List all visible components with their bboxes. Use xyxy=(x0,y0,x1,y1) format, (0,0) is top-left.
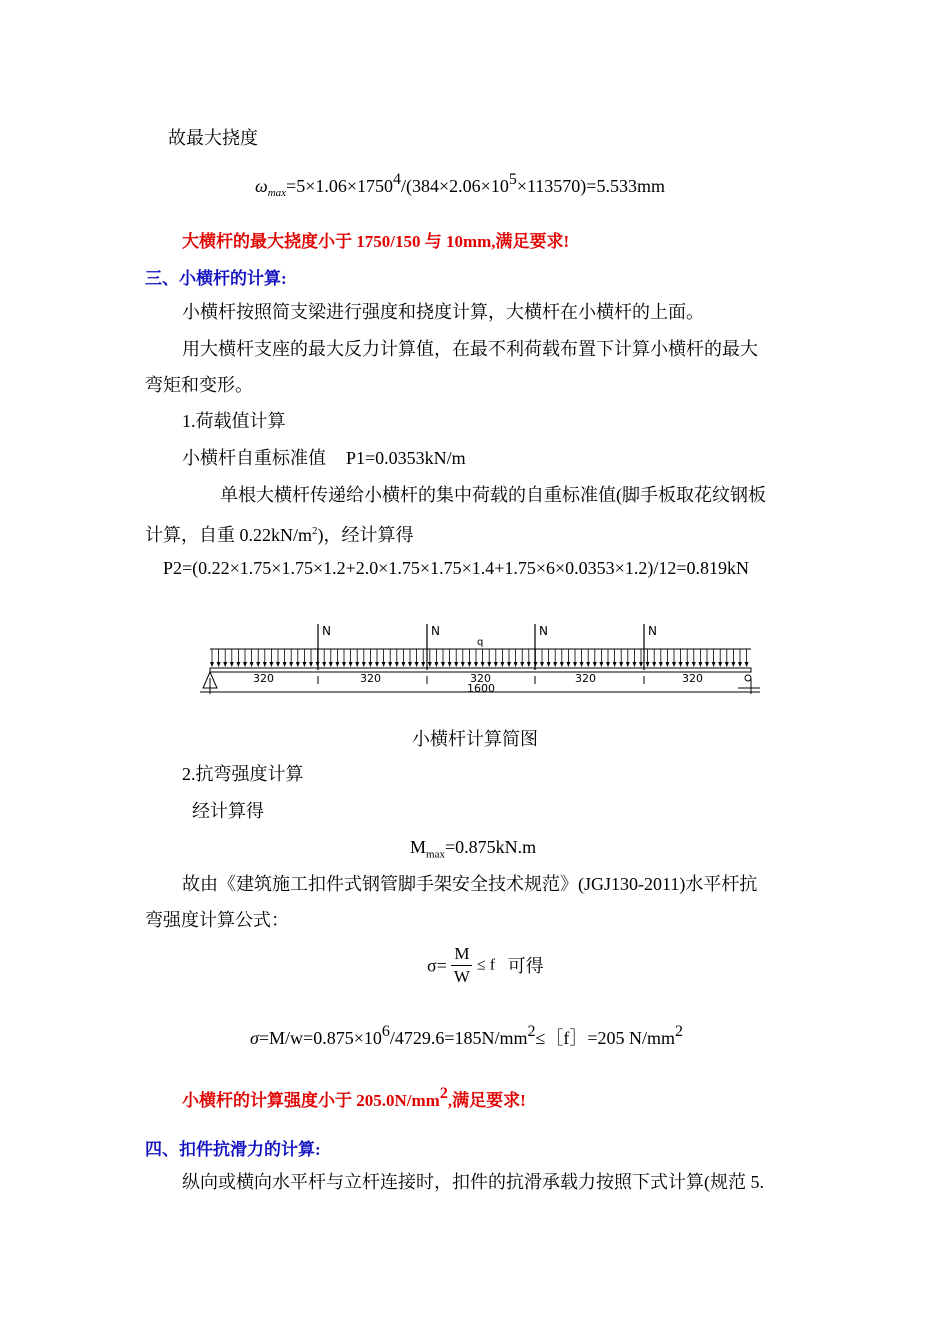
conclusion-small-bar-b: ,满足要求! xyxy=(447,1091,526,1110)
load-arrow-head xyxy=(679,662,683,667)
sigma-formula xyxy=(427,943,544,988)
load-arrow-head xyxy=(302,662,306,667)
stress-exp: 6 xyxy=(381,1023,390,1040)
deflection-intro: 故最大挠度 xyxy=(168,128,258,148)
span-label-2: 320 xyxy=(360,672,381,685)
mmax-value: =0.875kN.m xyxy=(444,837,537,857)
distributed-load-arrows xyxy=(210,649,749,667)
load-arrow-head xyxy=(593,662,597,667)
load-arrow-head xyxy=(368,662,372,667)
load-arrow-head xyxy=(355,662,359,667)
load-arrow-head xyxy=(461,662,465,667)
para2-line2: 弯矩和变形。 xyxy=(145,375,253,395)
span-label-4: 320 xyxy=(575,672,596,685)
load-arrow-head xyxy=(619,662,623,667)
fraction-numerator: M xyxy=(451,943,472,966)
load-arrow-head xyxy=(606,662,610,667)
para4-line2: 弯强度计算公式： xyxy=(145,910,289,930)
load-arrow-head xyxy=(223,662,227,667)
span-label-5: 320 xyxy=(682,672,703,685)
beam-diagram xyxy=(195,618,765,700)
distributed-load-label: q xyxy=(477,637,484,648)
load-arrow-head xyxy=(500,662,504,667)
load-arrow-head xyxy=(375,662,379,667)
load-arrow-head xyxy=(408,662,412,667)
load-arrow-head xyxy=(665,662,669,667)
point-load-label-3: N xyxy=(539,624,548,638)
point-load-label-4: N xyxy=(648,624,657,638)
load-arrow-head xyxy=(725,662,729,667)
load-arrow-head xyxy=(626,662,630,667)
obtainable-text: 可得 xyxy=(507,955,544,976)
load-arrow-head xyxy=(395,662,399,667)
omega-sub: max xyxy=(267,187,287,199)
load-arrow-head xyxy=(421,662,425,667)
self-weight-label: 小横杆自重标准值 xyxy=(182,448,326,468)
stress-sigma: σ xyxy=(250,1028,259,1048)
para3-line2-b: )，经计算得 xyxy=(317,525,414,545)
para3-line2-sup: 2 xyxy=(312,525,318,537)
section4-heading: 四、扣件抗滑力的计算: xyxy=(145,1140,321,1159)
span-label-1: 320 xyxy=(253,672,274,685)
load-arrow-head xyxy=(428,662,432,667)
conclusion-small-bar xyxy=(182,1085,526,1111)
load-arrow-head xyxy=(289,662,293,667)
section3-heading: 三、小横杆的计算: xyxy=(145,269,287,288)
deflection-eq-c: ×113570)=5.533mm xyxy=(516,176,665,196)
load-arrow-head xyxy=(467,662,471,667)
load-arrow-head xyxy=(560,662,564,667)
point-load-label-2: N xyxy=(431,624,440,638)
deflection-exp-a: 4 xyxy=(393,171,402,188)
stress-d: ≤［f］=205 N/mm xyxy=(535,1028,676,1048)
load-arrow-head xyxy=(599,662,603,667)
load-arrow-head xyxy=(263,662,267,667)
stress-exp3: 2 xyxy=(675,1023,684,1040)
point-load-label-1: N xyxy=(322,624,331,638)
p2-formula: P2=(0.22×1.75×1.75×1.2+2.0×1.75×1.75×1.4+1.75×6×0.0353×1.2)/12=0.819kN xyxy=(163,558,749,578)
load-arrow-head xyxy=(335,662,339,667)
sigma-lhs: σ= xyxy=(427,955,447,976)
total-length-label: 1600 xyxy=(467,682,495,695)
load-arrow-head xyxy=(415,662,419,667)
stress-exp2: 2 xyxy=(527,1023,536,1040)
load-arrow-head xyxy=(474,662,478,667)
conclusion-big-bar: 大横杆的最大挠度小于 1750/150 与 10mm,满足要求! xyxy=(182,232,570,251)
load-arrow-head xyxy=(672,662,676,667)
sub1-heading: 1.荷载值计算 xyxy=(182,411,286,431)
stress-c: /4729.6=185N/mm xyxy=(389,1028,528,1048)
load-arrow-head xyxy=(322,662,326,667)
load-arrow-head xyxy=(382,662,386,667)
load-arrow-head xyxy=(309,662,313,667)
deflection-exp-b: 5 xyxy=(508,171,517,188)
load-arrow-head xyxy=(296,662,300,667)
load-arrow-head xyxy=(514,662,518,667)
conclusion-small-bar-a: 小横杆的计算强度小于 205.0N/mm xyxy=(182,1091,440,1110)
load-arrow-head xyxy=(243,662,247,667)
load-arrow-head xyxy=(401,662,405,667)
deflection-equation xyxy=(255,167,665,206)
load-arrow-head xyxy=(639,662,643,667)
right-roller xyxy=(745,675,751,681)
load-arrow-head xyxy=(230,662,234,667)
load-arrow-head xyxy=(507,662,511,667)
moment-over-modulus-fraction xyxy=(451,943,472,988)
fraction-denominator: W xyxy=(453,967,470,986)
load-arrow-head xyxy=(520,662,524,667)
load-arrow-head xyxy=(580,662,584,667)
para5: 纵向或横向水平杆与立杆连接时，扣件的抗滑承载力按照下式计算(规范 5. xyxy=(182,1172,764,1192)
load-arrow-head xyxy=(659,662,663,667)
load-arrow-head xyxy=(566,662,570,667)
para1: 小横杆按照简支梁进行强度和挠度计算，大横杆在小横杆的上面。 xyxy=(182,302,704,322)
load-arrow-head xyxy=(547,662,551,667)
load-arrow-head xyxy=(283,662,287,667)
load-arrow-head xyxy=(448,662,452,667)
para3-line2-a: 计算，自重 0.22kN/m xyxy=(145,525,313,545)
load-arrow-head xyxy=(745,662,749,667)
load-arrow-head xyxy=(329,662,333,667)
load-arrow-head xyxy=(236,662,240,667)
sub2-heading: 2.抗弯强度计算 xyxy=(182,764,304,784)
load-arrow-head xyxy=(256,662,260,667)
load-arrow-head xyxy=(269,662,273,667)
stress-b: =M/w=0.875×10 xyxy=(258,1028,382,1048)
load-arrow-head xyxy=(632,662,636,667)
calc-result: 经计算得 xyxy=(192,801,264,821)
load-arrow-head xyxy=(276,662,280,667)
load-arrow-head xyxy=(540,662,544,667)
stress-equation xyxy=(250,1019,683,1051)
load-arrow-head xyxy=(487,662,491,667)
load-arrow-head xyxy=(718,662,722,667)
load-arrow-head xyxy=(553,662,557,667)
load-arrow-head xyxy=(698,662,702,667)
diagram-caption: 小横杆计算简图 xyxy=(412,729,538,749)
load-arrow-head xyxy=(705,662,709,667)
para2-line1: 用大横杆支座的最大反力计算值，在最不利荷载布置下计算小横杆的最大 xyxy=(182,339,758,359)
load-arrow-head xyxy=(527,662,531,667)
load-arrow-head xyxy=(613,662,617,667)
mmax-equation xyxy=(410,834,536,868)
load-arrow-head xyxy=(712,662,716,667)
load-arrow-head xyxy=(494,662,498,667)
conclusion-small-bar-sup: 2 xyxy=(439,1085,448,1102)
omega-symbol: ω xyxy=(255,176,268,196)
load-arrow-head xyxy=(646,662,650,667)
load-arrow-head xyxy=(652,662,656,667)
self-weight-value: P1=0.0353kN/m xyxy=(346,448,466,468)
load-arrow-head xyxy=(685,662,689,667)
load-arrow-head xyxy=(731,662,735,667)
deflection-eq-b: /(384×2.06×10 xyxy=(401,176,509,196)
load-arrow-head xyxy=(434,662,438,667)
le-f: ≤ f xyxy=(476,956,496,974)
load-arrow-head xyxy=(573,662,577,667)
load-arrow-head xyxy=(586,662,590,667)
span-label-3: 320 xyxy=(470,672,491,685)
load-arrow-head xyxy=(210,662,214,667)
load-arrow-head xyxy=(349,662,353,667)
deflection-eq-a: =5×1.06×1750 xyxy=(286,176,394,196)
para4-line1: 故由《建筑施工扣件式钢管脚手架安全技术规范》(JGJ130-2011)水平杆抗 xyxy=(182,874,758,894)
mmax-symbol: M xyxy=(410,837,427,857)
para3-line1: 单根大横杆传递给小横杆的集中荷载的自重标准值(脚手板取花纹钢板 xyxy=(220,485,766,505)
mmax-sub: max xyxy=(426,848,445,861)
load-arrow-head xyxy=(342,662,346,667)
load-arrow-head xyxy=(692,662,696,667)
load-arrow-head xyxy=(481,662,485,667)
load-arrow-head xyxy=(362,662,366,667)
self-weight-line xyxy=(182,445,466,471)
load-arrow-head xyxy=(441,662,445,667)
load-arrow-head xyxy=(454,662,458,667)
load-arrow-head xyxy=(738,662,742,667)
load-arrow-head xyxy=(217,662,221,667)
load-arrow-head xyxy=(388,662,392,667)
para3-line2 xyxy=(145,518,414,548)
load-arrow-head xyxy=(250,662,254,667)
